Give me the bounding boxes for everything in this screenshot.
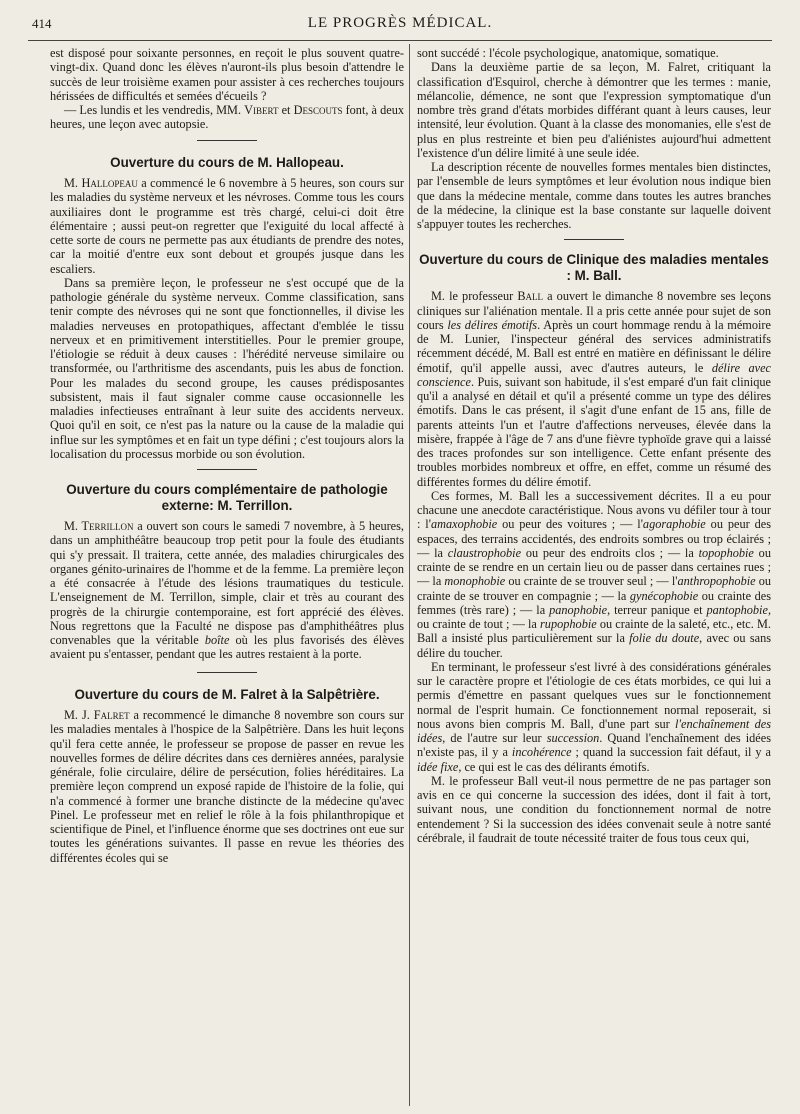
paragraph-ball-1: M. le professeur Ball a ouvert le dimanche 8 novembre ses leçons cliniques sur l'aliénation mentale. Il a pris cette année pour sujet de son cours les délires émotifs. Après un court hommage rendu à la mémoire de M. Lunier, l'inspecteur général des services administratifs récemment décédé, M. Ball est entré en matière en définissant le délire émotif, qu'il appelle aussi, avec d'autres auteurs, le délire avec conscience. Puis, suivant son habitude, il s'est emparé d'un fait clinique qu'il a analysé en détail et qu'il a présenté comme un type des délires émotifs. Dans le cas présent, il s'agit d'une enfant de 15 ans, fille de parents atteints l'un et l'autre d'affections nerveuses, élevée dans la misère, frappée à l'âge de 7 ans d'une fièvre typhoïde grave qui a laissé des traces profondes sur son intelligence. Cette enfant présente des troubles morbides nombreux et offre, en effet, comme un résumé des différentes formes du délire émotif. (417, 289, 771, 489)
paragraph-ball-4: M. le professeur Ball veut-il nous permettre de ne pas partager son avis en ce qui concerne la succession des idées, dont il fait à tort, suivant nous, une condition du fonctionnement normal de notre entendement ? Si la succession des idées convenait seule à notre santé cérébrale, il faudrait de toute nécessité traiter de fous tous ceux qui, (417, 773, 771, 845)
section-title-terrillon: Ouverture du cours complémentaire de pathologie externe: M. Terrillon. (66, 482, 388, 513)
section-title-hallopeau: Ouverture du cours de M. Hallopeau. (110, 154, 344, 170)
section-title-ball: Ouverture du cours de Clinique des maladies mentales : M. Ball. (419, 252, 769, 283)
paragraph-ball-2: Ces formes, M. Ball les a successivement décrites. Il a eu pour chacune une anecdote caractéristique. Nous avons vu défiler tour à tour : l'amaxophobie ou peur des voitures ; — l'agoraphobie ou peur des espaces, des terrains accidentés, des endroits sombres ou trop éclairés ; — la claustrophobie ou peur des endroits clos ; — la topophobie ou crainte de se rendre en un certain lieu ou de passer dans certaines rues ; — la monophobie ou crainte de se trouver seul ; — l'anthropophobie ou crainte de se trouver en compagnie ; — la gynécophobie ou crainte des femmes (très rare) ; — la panophobie, terreur panique et pantophobie, ou crainte de tout ; — la rupophobie ou crainte de la saleté, etc., etc. M. Ball a insisté plus particulièrement sur la folie du doute, avec ou sans délire du toucher. (417, 488, 771, 660)
section-title-falret: Ouverture du cours de M. Falret à la Salpêtrière. (74, 686, 380, 702)
section-separator (564, 239, 624, 240)
paragraph-hallopeau-1: M. Hallopeau a commencé le 6 novembre à 5 heures, son cours sur les maladies du système nerveux et les névroses. Comme tous les cours auxiliaires dont le programme est très chargé, celui-ci doit être élémentaire ; aussi peut-on regretter que l'exiguité du local affecté à cette sorte de cours ne permette pas aux étudiants de prendre des notes, car la moitié d'entre eux sont debout et groupés jusque dans les escaliers. (50, 176, 404, 276)
paragraph-terrillon: M. Terrillon a ouvert son cours le samedi 7 novembre, à 5 heures, dans un amphithéâtre beaucoup trop petit pour la foule des étudiants qui s'y pressait. Il traitera, cette année, des maladies chirurgicales des organes génito-urinaires de l'homme et de la femme. La première leçon a été consacrée à l'étude des lésions traumatiques du testicule. L'enseignement de M. Terrillon, simple, clair et très au courant des progrès de la chirurgie contemporaine, est fort apprécié des élèves. Nous regrettons que la Faculté ne dispose pas d'amphithéâtres plus convenables que la véritable boîte où les plus favorisés des élèves avaient pu s'entasser, pendant que les autres restaient à la porte. (50, 519, 404, 662)
left-column (50, 46, 404, 1106)
name-vibert: Vibert (244, 103, 279, 117)
paragraph-hallopeau-2: Dans sa première leçon, le professeur ne s'est occupé que de la pathologie générale du système nerveux. Comme classification, sans tenir compte des névroses qui ne sont que fonctionnelles, il divise les maladies nerveuses en protopathiques, affectant d'emblée le tissu nerveux et en primitivement interstitielles. Pour le premier groupe, l'étiologie se réduit à deux causes : l'hérédité nerveuse similaire ou transformée, ou l'arthritisme des ascendants, puis les abus de fonction. Pour les malades du second groupe, les causes prédisposantes subsistent, mais il faut signaler comme cause occasionnelle les maladies infectieuses entraînant à leur suite des accidents nerveux. Quoi qu'il en soit, ce n'est pas la nature ou la cause de la maladie qui influe sur les symptômes et en fait un type défini ; c'est toujours alors la localisation du processus morbide ou son évolution. (50, 275, 404, 461)
paragraph-continuation: sont succédé : l'école psychologique, anatomique, somatique. (417, 46, 719, 60)
paragraph-falret: M. J. Falret a recommencé le dimanche 8 novembre son cours sur les maladies mentales à l'hospice de la Salpêtrière. Dans les huit leçons qu'il fera cette année, le professeur se propose de passer en revue les nouvelles formes de délire décrites dans ces dernières années, paralysie générale, folie circulaire, délire de persécution, folies héréditaires. La première leçon comprend un exposé rapide de l'histoire de la folie, qui n'a commencé à former une branche distincte de la médecine qu'avec Pinel. Le professeur met en relief le rôle à la fois philanthropique et scientifique de Pinel, et l'influence énorme que ses doctrines ont eue sur toutes les générations suivantes. Il passe en revue les théories des différentes écoles qui se (50, 708, 404, 865)
paragraph-intro: est disposé pour soixante personnes, en reçoit le plus souvent quatre-vingt-dix. Quand donc les élèves n'auront-ils plus besoin d'attendre le succès de leur troisième examen pour assister à ces recherches toujours hérissées de difficultés et semées d'écueils ? (50, 46, 404, 103)
column-divider (409, 44, 410, 1106)
name-ball: Ball (517, 289, 544, 304)
name-descouts: Descouts (293, 103, 343, 117)
name-hallopeau: M. Hallopeau (64, 176, 138, 190)
word-boite: boîte (204, 633, 230, 647)
page-header (28, 10, 772, 36)
paragraph-falret-2: Dans la deuxième partie de sa leçon, M. Falret, critiquant la classification d'Esquirol, cherche à démontrer que les termes : manie, mélancolie, démence, ne sont que l'expression symptomatique d'un nombre très grand d'états morbides différant quant à leurs causes, leur intensité, leur évolution. Quant à la classe des monomanies, elle s'est de plus en plus restreinte et bien peu d'aliénistes aujourd'hui admettent l'existence d'un délire limité à une seule idée. (417, 60, 771, 160)
right-column (417, 46, 771, 1106)
paragraph-falret-3: La description récente de nouvelles formes mentales bien distinctes, par l'ensemble de leurs symptômes et leur évolution nous indique bien que dans la médecine mentale, comme dans toutes les autres branches de la médecine, la clinique est la base constante sur laquelle doivent s'appuyer toutes les recherches. (417, 160, 771, 231)
section-separator (197, 672, 257, 673)
section-separator (197, 140, 257, 141)
section-separator (197, 469, 257, 470)
header-rule (28, 40, 772, 41)
paragraph-ball-3: En terminant, le professeur s'est livré à des considérations générales sur le caractère propre et l'étiologie de ces états morbides, ce qui lui a permis d'émettre en passant quelques vues sur le fonctionnement normal de l'esprit humain. Ce fonctionnement normal reposerait, si nous avons bien compris M. Ball, d'une part sur l'enchaînement des idées, de l'autre sur leur succession. Quand l'enchaînement des idées n'existe pas, il y a incohérence ; quand la succession fait défaut, il y a idée fixe, ce qui est le cas des délirants émotifs. (417, 659, 771, 774)
paragraph-lundis: — Les lundis et les vendredis, MM. Vibert et Descouts font, à deux heures, une leçon avec autopsie. (50, 103, 404, 132)
page-number: 414 (32, 16, 52, 31)
name-terrillon: M. Terrillon (64, 519, 134, 533)
journal-title: LE PROGRÈS MÉDICAL. (307, 15, 493, 31)
name-falret: M. J. Falret (64, 708, 130, 722)
